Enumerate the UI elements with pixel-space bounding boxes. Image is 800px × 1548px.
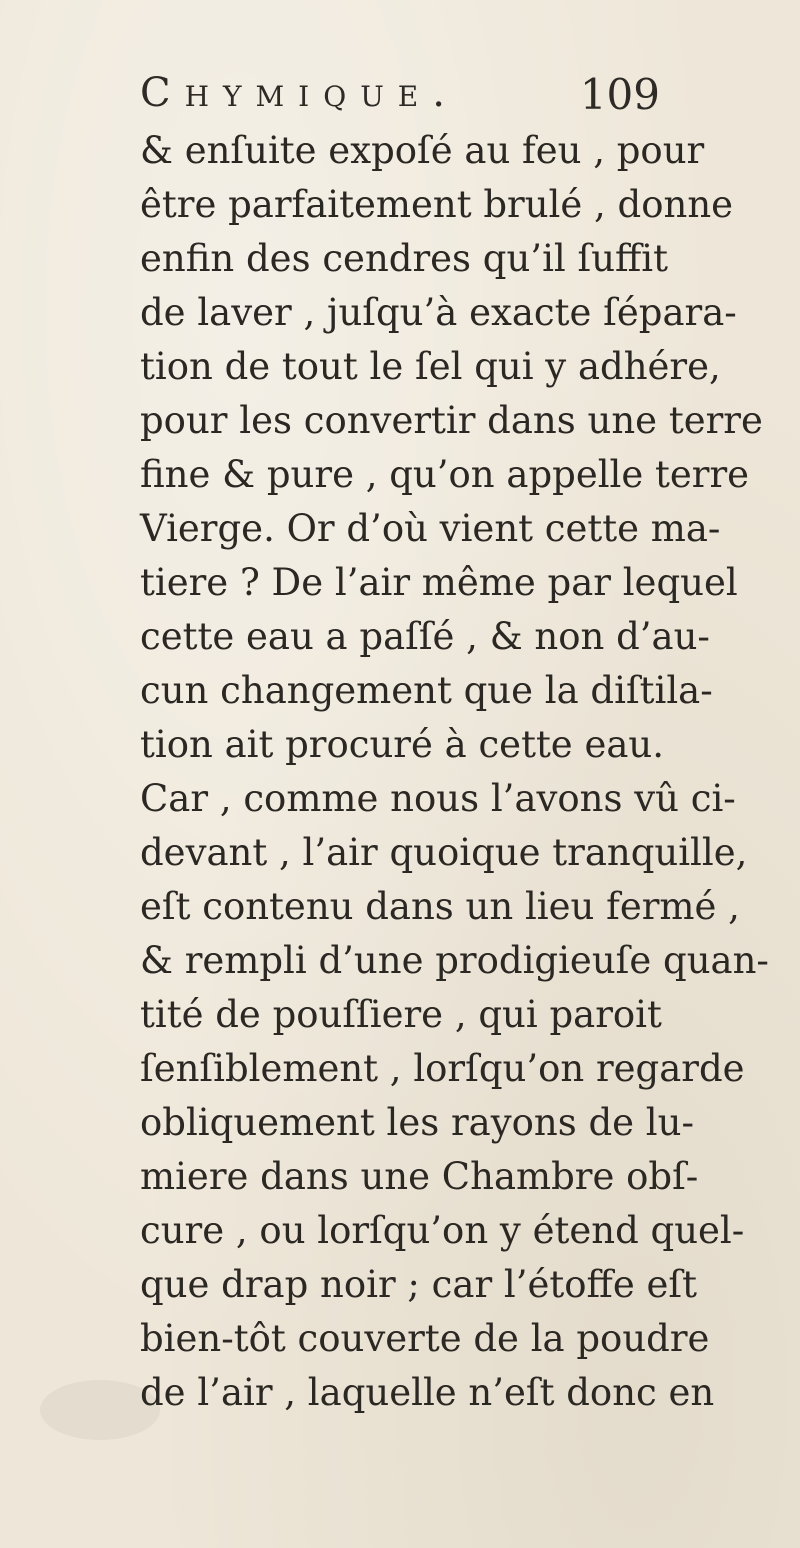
- text-line: être parfaitement brulé , donne: [140, 183, 734, 226]
- text-line: obliquement les rayons de lu-: [140, 1101, 694, 1144]
- text-line: cun changement que la diſtila-: [140, 669, 713, 712]
- body-text: [140, 124, 769, 1420]
- text-line: tion ait procuré à cette eau.: [140, 723, 665, 766]
- text-line: cure , ou lorſqu’on y étend quel-: [140, 1209, 745, 1252]
- text-line: Vierge. Or d’où vient cette ma-: [140, 507, 721, 550]
- text-line: & enſuite expoſé au feu , pour: [140, 129, 705, 172]
- text-line: Car , comme nous l’avons vû ci-: [140, 777, 736, 820]
- running-title: Chymique.: [140, 70, 459, 116]
- text-line: devant , l’air quoique tranquille,: [140, 831, 748, 874]
- text-line: eſt contenu dans un lieu fermé ,: [140, 885, 740, 928]
- text-line: fine & pure , qu’on appelle terre: [140, 453, 750, 496]
- text-line: bien-tôt couverte de la poudre: [140, 1317, 710, 1360]
- text-line: que drap noir ; car l’étoffe eſt: [140, 1263, 697, 1306]
- page-header: [140, 70, 660, 132]
- text-line: cette eau a paſſé , & non d’au-: [140, 615, 710, 658]
- text-line: de laver , juſqu’à exacte ſépara-: [140, 291, 737, 334]
- text-line: ſenſiblement , lorſqu’on regarde: [140, 1047, 745, 1090]
- text-line: tion de tout le ſel qui y adhére,: [140, 345, 721, 388]
- text-line: pour les convertir dans une terre: [140, 399, 763, 442]
- text-line: tiere ? De l’air même par lequel: [140, 561, 738, 604]
- page-number: 109: [579, 70, 660, 119]
- text-line: tité de pouſſiere , qui paroit: [140, 993, 662, 1036]
- text-line: & rempli d’une prodigieuſe quan-: [140, 939, 769, 982]
- text-line: enfin des cendres qu’il ſuffit: [140, 237, 669, 280]
- text-line: de l’air , laquelle n’eſt donc en: [140, 1371, 715, 1414]
- text-line: miere dans une Chambre obſ-: [140, 1155, 699, 1198]
